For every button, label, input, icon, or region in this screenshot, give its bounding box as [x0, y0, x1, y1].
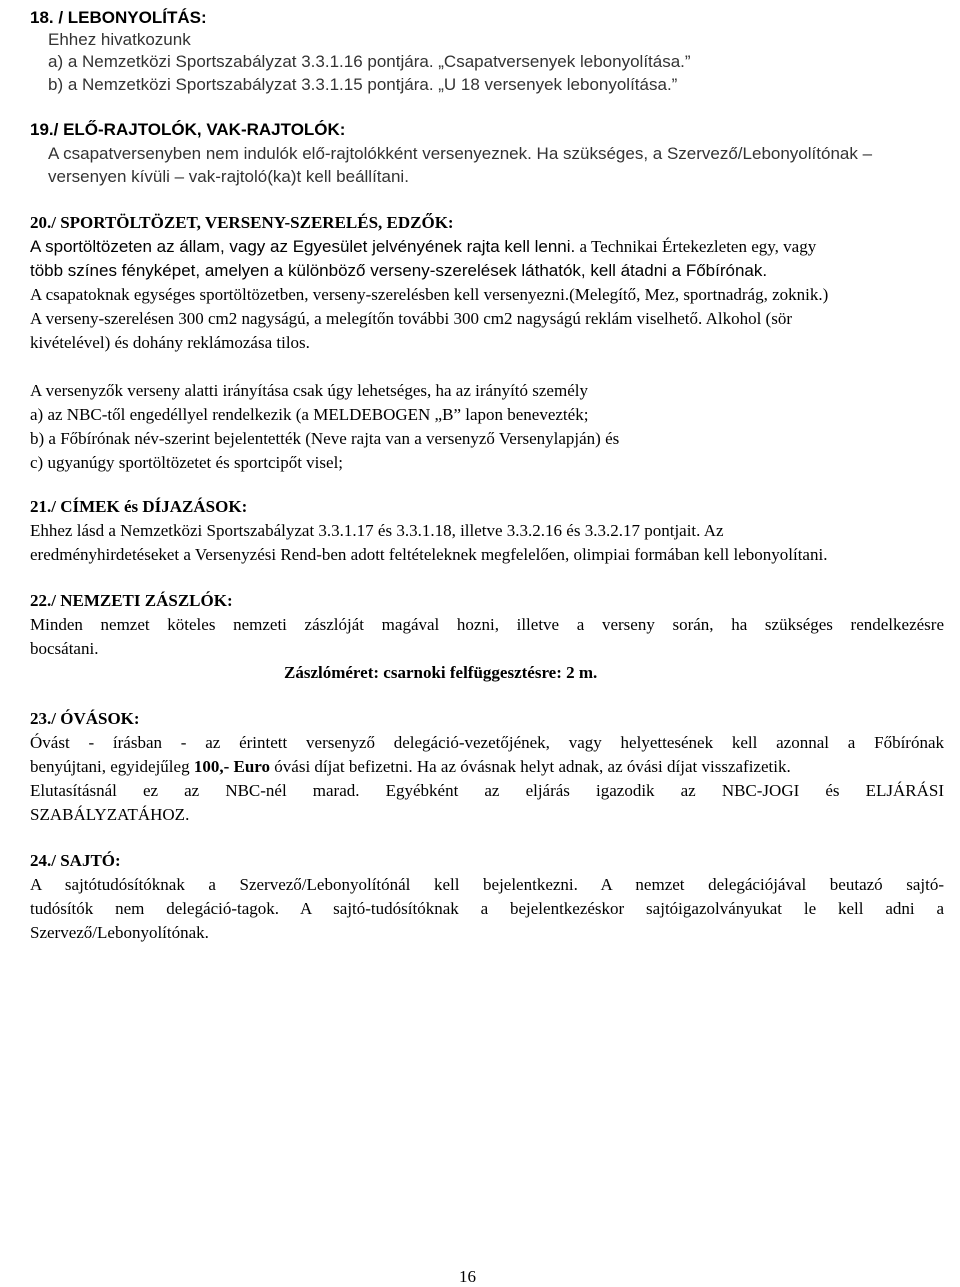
- section-19-title: 19./ ELŐ-RAJTOLÓK, VAK-RAJTOLÓK:: [30, 120, 346, 139]
- section-20-line-1-part-b: a Technikai Értekezleten egy, vagy: [579, 237, 817, 256]
- section-23-line-4: SZABÁLYZATÁHOZ.: [30, 805, 190, 824]
- section-18-title: 18. / LEBONYOLÍTÁS:: [30, 8, 207, 27]
- section-20-line-3: A csapatoknak egységes sportöltözetben, verseny-szerelésben kell versenyezni.(Melegítő, Mez, sportnadrág, zoknik.): [30, 285, 829, 304]
- section-20-line-1: [30, 237, 816, 257]
- section-18-item-a: a) a Nemzetközi Sportszabályzat 3.3.1.16 pontjára. „Csapatversenyek lebonyolítása.”: [48, 52, 691, 71]
- section-20-coach-b: b) a Főbírónak név-szerint bejelentették (Neve rajta van a versenyző Versenylapján) és: [30, 429, 620, 448]
- section-21-title: 21./ CÍMEK és DÍJAZÁSOK:: [30, 497, 248, 516]
- section-23-title: 23./ ÓVÁSOK:: [30, 709, 140, 728]
- page-number: 16: [459, 1267, 476, 1286]
- section-18-intro: Ehhez hivatkozunk: [48, 30, 191, 49]
- section-20-line-1-part-a: A sportöltözeten az állam, vagy az Egyesület jelvényének rajta kell lenni.: [30, 237, 576, 256]
- section-19-line-2: versenyen kívüli – vak-rajtoló(ka)t kell beállítani.: [48, 167, 409, 186]
- section-23-line-2: [30, 757, 791, 777]
- section-24-title: 24./ SAJTÓ:: [30, 851, 121, 870]
- section-24-line-1: A sajtótudósítóknak a Szervező/Lebonyolítónál kell bejelentkezni. A nemzet delegációjával beutazó sajtó-: [30, 875, 944, 894]
- section-20-line-2: több színes fényképet, amelyen a különböző verseny-szerelések láthatók, kell átadni a Főbírónak.: [30, 261, 768, 280]
- section-22-title: 22./ NEMZETI ZÁSZLÓK:: [30, 591, 233, 610]
- section-23-line-3: Elutasításnál ez az NBC-nél marad. Egyébként az eljárás igazodik az NBC-JOGI és ELJÁRÁSI: [30, 781, 944, 800]
- section-21-line-2: eredményhirdetéseket a Versenyzési Rend-ben adott feltételeknek megfelelően, olimpiai formában kell lebonyolítani.: [30, 545, 828, 564]
- section-20-coach-a: a) az NBC-től engedéllyel rendelkezik (a MELDEBOGEN „B” lapon benevezték;: [30, 405, 589, 424]
- section-20-line-5: kivételével) és dohány reklámozása tilos.: [30, 333, 310, 352]
- section-18-item-b: b) a Nemzetközi Sportszabályzat 3.3.1.15 pontjára. „U 18 versenyek lebonyolítása.”: [48, 75, 678, 94]
- section-20-title: 20./ SPORTÖLTÖZET, VERSENY-SZERELÉS, EDZŐK:: [30, 213, 454, 232]
- section-19-line-1: A csapatversenyben nem indulók elő-rajtolókként versenyeznek. Ha szükséges, a Szervező/Lebonyolítónak –: [48, 144, 873, 163]
- section-22-line-2: bocsátani.: [30, 639, 99, 658]
- section-22-line-1: Minden nemzet köteles nemzeti zászlóját magával hozni, illetve a verseny során, ha szükséges rendelkezésre: [30, 615, 944, 634]
- section-20-line-4: A verseny-szerelésen 300 cm2 nagyságú, a melegítőn további 300 cm2 nagyságú reklám viselhető. Alkohol (sör: [30, 309, 792, 328]
- section-23-line-2-part-a: benyújtani, egyidejűleg: [30, 757, 190, 776]
- section-20-coach-c: c) ugyanúgy sportöltözetet és sportcipőt visel;: [30, 453, 344, 472]
- section-24-line-3: Szervező/Lebonyolítónak.: [30, 923, 209, 942]
- flag-size-note: Zászlóméret: csarnoki felfüggesztésre: 2 m.: [284, 663, 598, 682]
- section-23-line-1: Óvást - írásban - az érintett versenyző delegáció-vezetőjének, vagy helyettesének kell azonnal a Főbírónak: [30, 733, 944, 752]
- section-23-line-2-part-b: óvási díjat befizetni. Ha az óvásnak helyt adnak, az óvási díjat visszafizetik.: [274, 757, 791, 776]
- protest-fee: 100,- Euro: [193, 757, 271, 776]
- section-24-line-2: tudósítók nem delegáció-tagok. A sajtó-tudósítóknak a bejelentkezéskor sajtóigazolványukat le kell adni a: [30, 899, 944, 918]
- section-20-coach-intro: A versenyzők verseny alatti irányítása csak úgy lehetséges, ha az irányító személy: [30, 381, 588, 400]
- section-21-line-1: Ehhez lásd a Nemzetközi Sportszabályzat 3.3.1.17 és 3.3.1.18, illetve 3.3.2.16 és 3.3.2.17 pontjait. Az: [30, 521, 724, 540]
